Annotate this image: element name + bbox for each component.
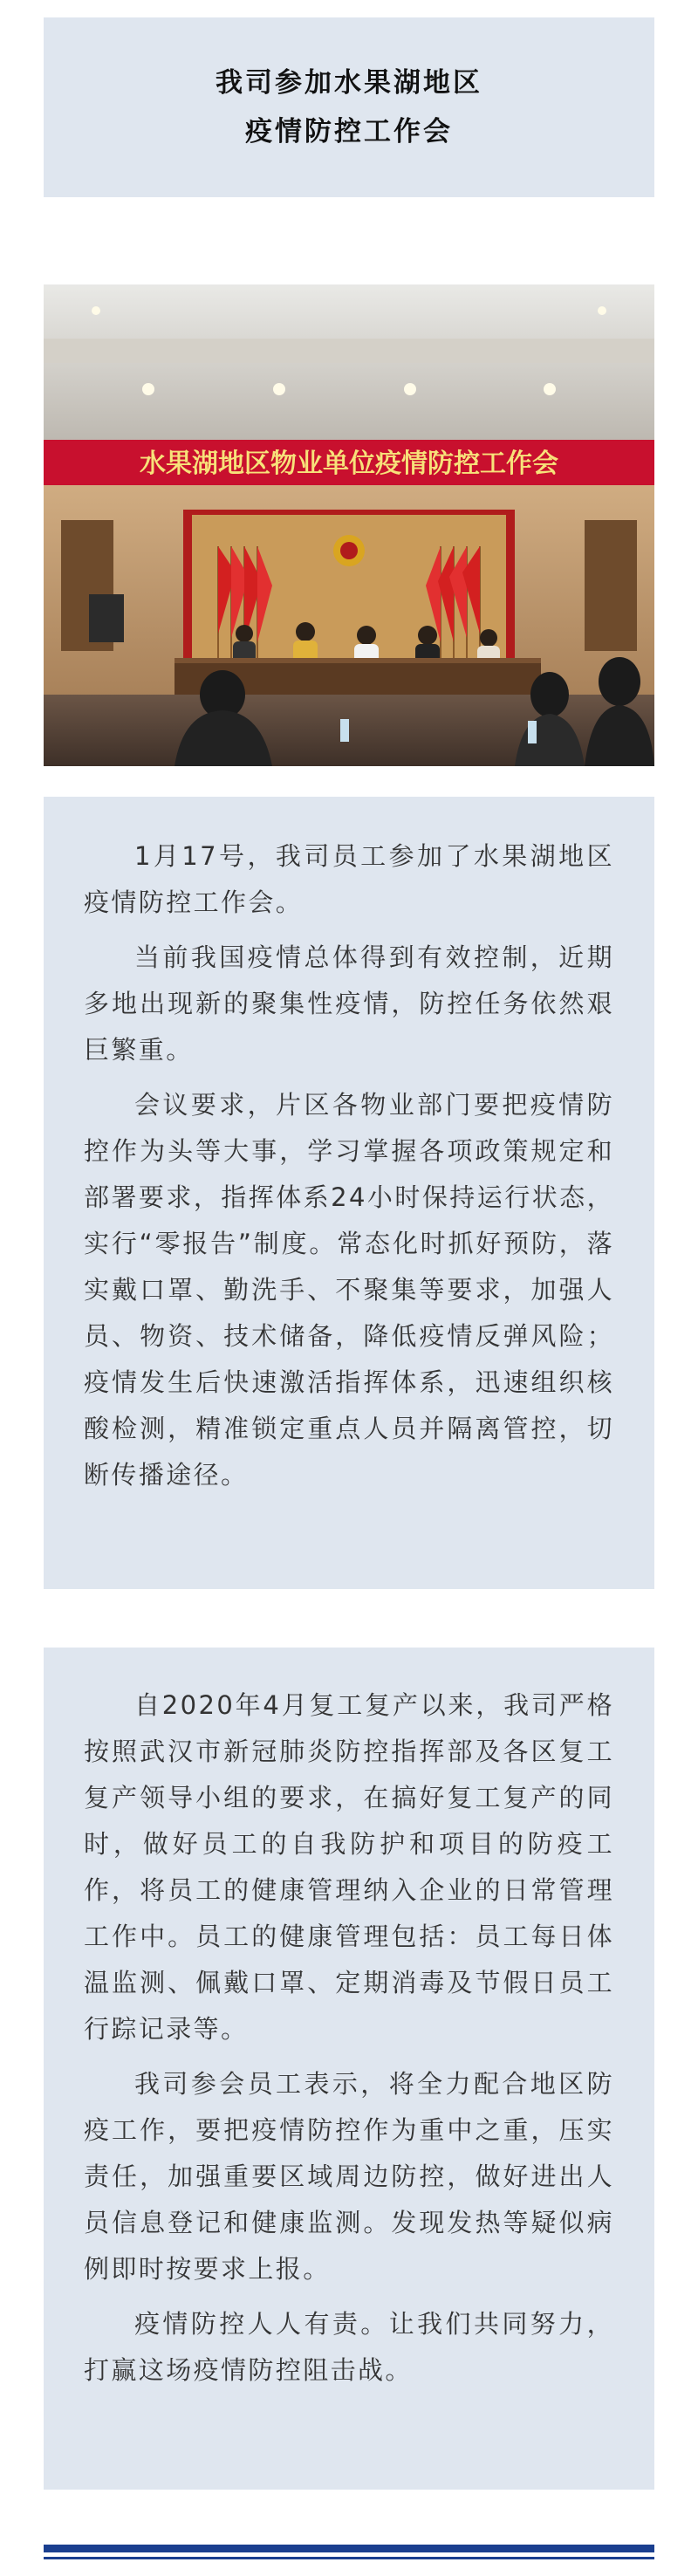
banner-text: 水果湖地区物业单位疫情防控工作会 [140,449,558,479]
paragraph: 1月17号，我司员工参加了水果湖地区疫情防控工作会。 [84,841,614,917]
article-title-line-2: 疫情防控工作会 [245,116,453,147]
meeting-photo [44,284,654,766]
footer-divider-thin [44,2557,654,2559]
paragraph: 疫情防控人人有责。让我们共同努力，打赢这场疫情防控阻击战。 [84,2309,614,2385]
paragraph: 我司参会员工表示，将全力配合地区防疫工作，要把疫情防控作为重中之重，压实责任，加强重要区域周边防控，做好进出人员信息登记和健康监测。发现发热等疑似病例即时按要求上报。 [84,2069,614,2284]
article-section-1 [44,797,654,1589]
paragraph: 自2020年4月复工复产以来，我司严格按照武汉市新冠肺炎防控指挥部及各区复工复产领导小组的要求，在搞好复工复产的同时，做好员工的自我防护和项目的防疫工作，将员工的健康管理纳入企业的日常管理工作中。员工的健康管理包括：员工每日体温监测、佩戴口罩、定期消毒及节假日员工行踪记录等。 [84,1690,614,2044]
article-section-2 [44,1648,654,2490]
paragraph: 当前我国疫情总体得到有效控制，近期多地出现新的聚集性疫情，防控任务依然艰巨繁重。 [84,942,614,1065]
title-card [44,17,654,197]
article-title-line-1: 我司参加水果湖地区 [216,67,482,99]
paragraph: 会议要求，片区各物业部门要把疫情防控作为头等大事，学习掌握各项政策规定和部署要求，指挥体系24小时保持运行状态，实行“零报告”制度。常态化时抓好预防，落实戴口罩、勤洗手、不聚集等要求，加强人员、物资、技术储备，降低疫情反弹风险；疫情发生后快速激活指挥体系，迅速组织核酸检测，精准锁定重点人员并隔离管控，切断传播途径。 [84,1090,614,1490]
footer-divider-thick [44,2545,654,2552]
